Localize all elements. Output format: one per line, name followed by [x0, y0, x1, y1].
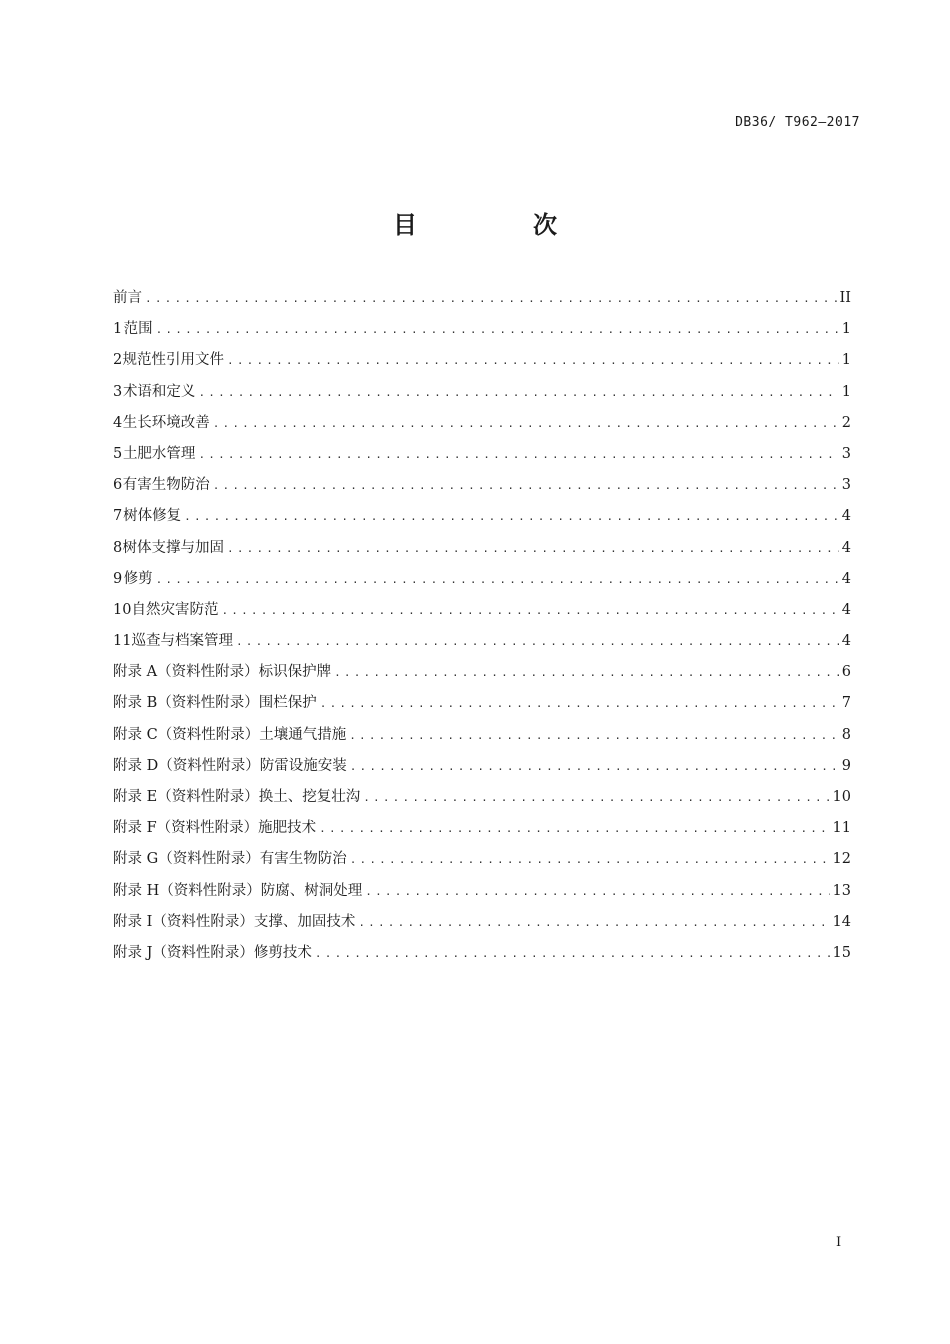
appendix-label: 围栏保护 — [258, 695, 317, 712]
dot-leader — [349, 720, 839, 751]
dot-leader — [363, 782, 829, 813]
appendix-code: 附录 B（资料性附录） — [113, 695, 259, 712]
dot-leader — [350, 844, 830, 875]
appendix-page: 15 — [832, 944, 851, 961]
dot-leader — [213, 408, 839, 439]
toc-entry-page: 1 — [841, 383, 851, 400]
page-number: I — [836, 1235, 842, 1250]
toc-appendix-b[interactable] — [113, 688, 851, 719]
appendix-code: 附录 G（资料性附录） — [113, 851, 260, 868]
toc-entry-number: 5 — [113, 445, 123, 462]
toc-entry-5[interactable] — [113, 439, 851, 470]
toc-entry-page: 4 — [841, 601, 851, 618]
toc-entry-7[interactable] — [113, 501, 851, 532]
toc-entry-label: 术语和定义 — [122, 383, 196, 400]
toc-entry-number: 4 — [113, 414, 123, 431]
dot-leader — [227, 533, 839, 564]
appendix-code: 附录 J（资料性附录） — [113, 944, 254, 961]
toc-entry-10[interactable] — [113, 595, 851, 626]
appendix-label: 有害生物防治 — [259, 851, 347, 868]
toc-entry-page: II — [839, 290, 851, 306]
toc-entry-label: 树体修复 — [123, 508, 182, 525]
toc-entry-number: 11 — [113, 633, 132, 650]
toc-entry-number: 3 — [113, 383, 123, 400]
toc-entry-label: 修剪 — [123, 570, 153, 587]
toc-entry-number: 10 — [113, 601, 132, 618]
toc-appendix-j[interactable] — [113, 938, 851, 969]
dot-leader — [213, 470, 839, 501]
appendix-page: 12 — [832, 851, 851, 868]
appendix-code: 附录 A（资料性附录） — [113, 664, 259, 681]
appendix-code: 附录 I（资料性附录） — [113, 913, 254, 930]
appendix-label: 施肥技术 — [258, 820, 317, 837]
toc-entry-label: 自然灾害防范 — [131, 601, 219, 618]
toc-appendix-i[interactable] — [113, 907, 851, 938]
toc-entry-page: 2 — [841, 414, 851, 431]
toc-entry-page: 4 — [841, 539, 851, 556]
toc-entry-label: 有害生物防治 — [122, 477, 210, 494]
dot-leader — [221, 595, 838, 626]
toc-entry-number: 1 — [113, 321, 123, 338]
appendix-label: 土壤通气措施 — [259, 726, 347, 743]
toc-entry-4[interactable] — [113, 408, 851, 439]
toc-entry-page: 3 — [841, 445, 851, 462]
toc-appendix-f[interactable] — [113, 813, 851, 844]
dot-leader — [184, 501, 839, 532]
dot-leader — [198, 377, 838, 408]
toc-appendix-h[interactable] — [113, 876, 851, 907]
toc-entry-number: 7 — [113, 508, 123, 525]
toc-entry-page: 1 — [841, 321, 851, 338]
toc-entry-label: 巡查与档案管理 — [131, 633, 233, 650]
dot-leader — [145, 283, 837, 314]
toc-entry-number: 9 — [113, 570, 123, 587]
appendix-page: 13 — [832, 882, 851, 899]
toc-entry-label: 土肥水管理 — [122, 445, 196, 462]
toc-entry-page: 1 — [841, 352, 851, 369]
dot-leader — [365, 876, 829, 907]
appendix-label: 标识保护牌 — [258, 664, 332, 681]
dot-leader — [315, 938, 830, 969]
dot-leader — [236, 626, 839, 657]
table-of-contents — [113, 283, 851, 969]
toc-entry-11[interactable] — [113, 626, 851, 657]
appendix-page: 7 — [841, 695, 851, 712]
toc-entry-foreword[interactable] — [113, 283, 851, 314]
toc-entry-label: 树体支撑与加固 — [122, 539, 224, 556]
toc-entry-page: 4 — [841, 570, 851, 587]
dot-leader — [320, 688, 839, 719]
document-code: DB36/ T962—2017 — [735, 115, 860, 130]
toc-appendix-d[interactable] — [113, 751, 851, 782]
toc-entry-page: 4 — [841, 508, 851, 525]
toc-entry-page: 3 — [841, 477, 851, 494]
toc-entry-label: 生长环境改善 — [122, 414, 210, 431]
toc-appendix-a[interactable] — [113, 657, 851, 688]
toc-appendix-c[interactable] — [113, 720, 851, 751]
toc-entry-number: 2 — [113, 352, 123, 369]
appendix-page: 11 — [832, 820, 851, 837]
appendix-label: 换土、挖复壮沟 — [258, 789, 361, 805]
toc-entry-label: 范围 — [123, 321, 153, 338]
dot-leader — [319, 813, 829, 844]
appendix-label: 防雷设施安装 — [259, 757, 347, 774]
toc-entry-label: 前言 — [113, 290, 142, 306]
dot-leader — [156, 314, 839, 345]
toc-entry-8[interactable] — [113, 533, 851, 564]
appendix-page: 9 — [841, 757, 851, 774]
appendix-code: 附录 D（资料性附录） — [113, 757, 260, 774]
toc-entry-number: 6 — [113, 477, 123, 494]
toc-entry-label: 规范性引用文件 — [122, 352, 224, 369]
toc-entry-3[interactable] — [113, 377, 851, 408]
appendix-code: 附录 C（资料性附录） — [113, 726, 260, 743]
toc-entry-1[interactable] — [113, 314, 851, 345]
toc-entry-number: 8 — [113, 539, 123, 556]
toc-entry-2[interactable] — [113, 345, 851, 376]
dot-leader — [334, 657, 839, 688]
appendix-label: 支撑、加固技术 — [253, 913, 356, 930]
toc-entry-6[interactable] — [113, 470, 851, 501]
dot-leader — [358, 907, 829, 938]
page-title: 目 次 — [393, 211, 603, 239]
appendix-code: 附录 H（资料性附录） — [113, 882, 261, 899]
appendix-label: 防腐、树洞处理 — [260, 882, 363, 899]
dot-leader — [198, 439, 838, 470]
appendix-page: 10 — [832, 789, 851, 805]
dot-leader — [350, 751, 839, 782]
dot-leader — [156, 564, 839, 595]
appendix-page: 8 — [841, 726, 851, 743]
appendix-label: 修剪技术 — [253, 944, 312, 961]
appendix-page: 6 — [841, 664, 851, 681]
dot-leader — [227, 345, 839, 376]
toc-appendix-g[interactable] — [113, 844, 851, 875]
toc-entry-9[interactable] — [113, 564, 851, 595]
appendix-page: 14 — [832, 913, 851, 930]
toc-entry-page: 4 — [841, 633, 851, 650]
appendix-code: 附录 F（资料性附录） — [113, 820, 259, 837]
toc-appendix-e[interactable] — [113, 782, 851, 813]
appendix-code: 附录 E（资料性附录） — [113, 789, 259, 805]
